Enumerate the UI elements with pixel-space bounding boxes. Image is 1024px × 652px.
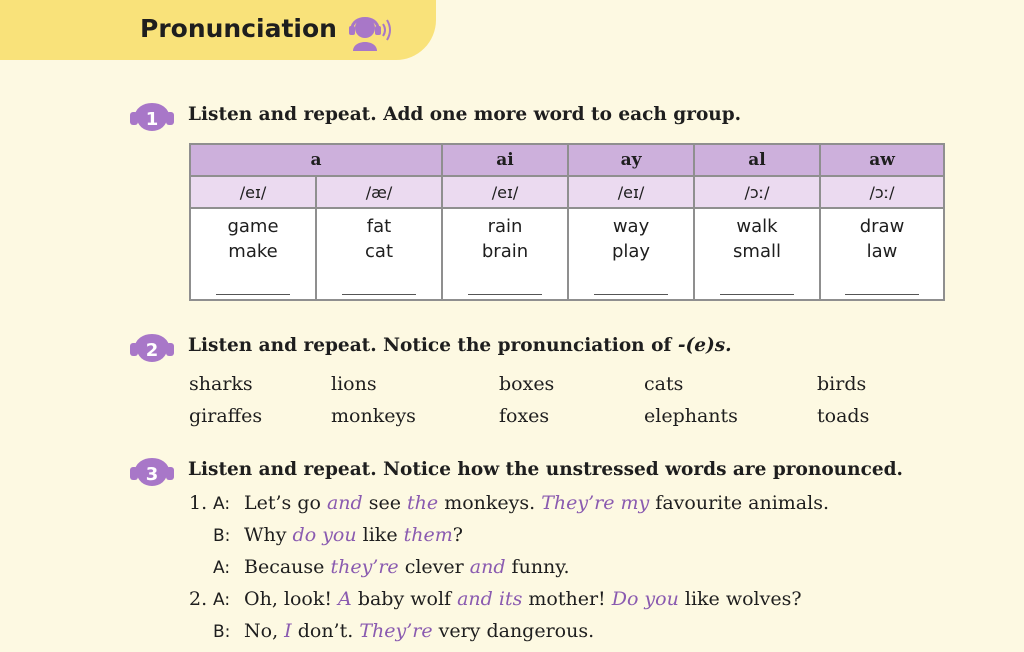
word: cat [365, 241, 393, 262]
word: sharks [189, 373, 253, 395]
dialogue-word: see [362, 492, 408, 514]
svg-text:3: 3 [145, 464, 159, 485]
unstressed-word: the [407, 492, 439, 514]
word: toads [817, 405, 870, 427]
unstressed-word: them [403, 524, 453, 546]
unstressed-word: A [338, 588, 352, 610]
section-title: Pronunciation [140, 14, 337, 43]
exercise-1-instruction: Listen and repeat. Add one more word to each group. [188, 104, 742, 125]
sound-cell: /ɔː/ [694, 176, 820, 208]
word: elephants [644, 405, 738, 427]
word-column [820, 208, 944, 300]
unstressed-word: do you [292, 524, 357, 546]
sound-cell: /eɪ/ [568, 176, 694, 208]
section-banner [0, 0, 436, 60]
word: brain [481, 241, 529, 262]
group-header-ai: ai [442, 144, 568, 176]
dialogue-word: ? [452, 524, 463, 546]
dialogue-word: Oh, look! [244, 588, 339, 610]
sound-cell: /ɔː/ [820, 176, 944, 208]
dialogue-word: Let’s go [244, 492, 327, 514]
answer-blank[interactable] [720, 272, 794, 295]
word: foxes [499, 405, 550, 427]
unstressed-word: and its [457, 588, 523, 610]
dialogue-text [244, 492, 829, 514]
word-column [499, 368, 554, 432]
word: birds [817, 373, 867, 395]
exercise-2-instruction: Listen and repeat. Notice the pronunciation of -(e)s. [188, 335, 732, 356]
unstressed-word: They’re [359, 620, 433, 642]
dialogue-word: don’t. [291, 620, 360, 642]
sound-cell: /eɪ/ [190, 176, 316, 208]
word: game [227, 216, 279, 237]
unstressed-word: and [469, 556, 506, 578]
dialogue-word: funny. [505, 556, 570, 578]
word: play [611, 241, 651, 262]
word: draw [859, 216, 905, 237]
group-header-aw: aw [820, 144, 944, 176]
dialogue-text [244, 556, 570, 578]
headset-speaker-icon[interactable] [345, 9, 397, 53]
speaker-label: A: [213, 494, 231, 514]
speaker-label: A: [213, 590, 231, 610]
group-header-ay: ay [568, 144, 694, 176]
dialogue-word: mother! [522, 588, 612, 610]
word: monkeys [331, 405, 416, 427]
svg-text:1: 1 [145, 109, 159, 130]
group-header-al: al [694, 144, 820, 176]
dialogue-word: monkeys. [438, 492, 542, 514]
unstressed-word: They’re my [541, 492, 650, 514]
svg-text:2: 2 [145, 340, 159, 361]
word: giraffes [189, 405, 263, 427]
dialogue-text [244, 524, 463, 546]
word-column [442, 208, 568, 300]
dialogue-word: Because [244, 556, 331, 578]
answer-blank[interactable] [845, 272, 919, 295]
dialogue-word: baby wolf [351, 588, 458, 610]
speaker-label: B: [213, 622, 231, 642]
dialogue-text [244, 620, 594, 642]
word: rain [487, 216, 523, 237]
word-column [316, 208, 442, 300]
word: small [733, 241, 781, 262]
word: make [228, 241, 278, 262]
headphones-number-icon[interactable] [128, 98, 184, 132]
word: way [612, 216, 650, 237]
headphones-number-icon[interactable] [128, 329, 184, 363]
word-column [694, 208, 820, 300]
word-column [331, 368, 416, 432]
answer-blank[interactable] [594, 272, 668, 295]
word: cats [644, 373, 684, 395]
group-header-a: a [190, 144, 442, 176]
word-column [644, 368, 738, 432]
dialogue-word: very dangerous. [432, 620, 595, 642]
word-column [189, 368, 262, 432]
answer-blank[interactable] [216, 272, 290, 295]
dialogue-word: clever [398, 556, 470, 578]
unstressed-word: and [326, 492, 363, 514]
vowel-spelling-table [189, 143, 945, 301]
unstressed-word: I [284, 620, 292, 642]
dialogue-word: Why [244, 524, 293, 546]
line-number: 1. [189, 492, 208, 514]
line-number: 2. [189, 588, 208, 610]
sound-cell: /eɪ/ [442, 176, 568, 208]
unstressed-word: Do you [611, 588, 679, 610]
word: law [866, 241, 898, 262]
exercise-3-instruction: Listen and repeat. Notice how the unstressed words are pronounced. [188, 459, 903, 480]
headphones-number-icon[interactable] [128, 453, 184, 487]
word-column [568, 208, 694, 300]
dialogue-word: No, [244, 620, 285, 642]
word: fat [366, 216, 392, 237]
answer-blank[interactable] [342, 272, 416, 295]
dialogue-text [244, 588, 802, 610]
word: walk [736, 216, 778, 237]
dialogue-word: favourite animals. [649, 492, 830, 514]
word-column [817, 368, 869, 432]
dialogue-word: like [356, 524, 404, 546]
word: lions [331, 373, 377, 395]
sound-cell: /æ/ [316, 176, 442, 208]
unstressed-word: they’re [330, 556, 399, 578]
word-column [190, 208, 316, 300]
word: boxes [499, 373, 555, 395]
dialogue-word: like wolves? [678, 588, 802, 610]
speaker-label: B: [213, 526, 231, 546]
answer-blank[interactable] [468, 272, 542, 295]
speaker-label: A: [213, 558, 231, 578]
